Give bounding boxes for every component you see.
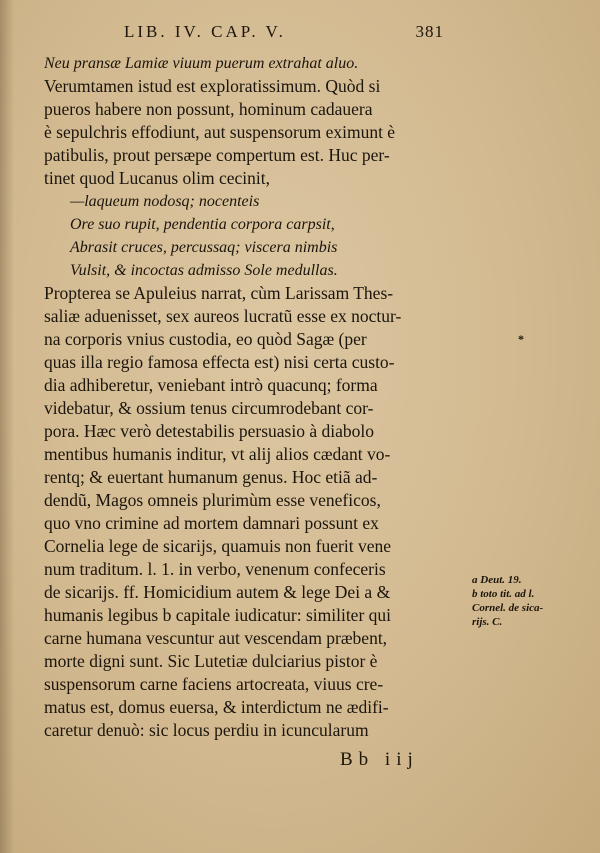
text-line: quas illa regio famosa effecta est) nisi certa custo- <box>44 352 395 372</box>
verse-line: Neu pransæ Lamiæ viuum puerum extrahat aluo. <box>44 55 359 72</box>
text-line: pora. Hæc verò detestabilis persuasio à diabolo <box>44 421 374 441</box>
text-line: humanis legibus b capitale iudicatur: similiter qui <box>44 605 392 625</box>
text-line: dendũ, Magos omneis plurimùm esse veneficos, <box>44 490 381 510</box>
text-line: videbatur, & ossium tenus circumrodebant cor- <box>44 398 374 418</box>
text-line: caretur denuò: sic locus perdiu in icuncularum <box>44 720 369 740</box>
text-line: carne humana vescuntur aut vescendam præbent, <box>44 628 388 648</box>
text-line: morte digni sunt. Sic Lutetiæ dulciarius pistor è <box>44 651 378 671</box>
signature-mark: Bb iij <box>340 749 419 770</box>
text-line: rentq; & euertant humanum genus. Hoc etiã ad- <box>44 467 378 487</box>
verse-line: Vulsit, & incoctas admisso Sole medullas. <box>70 262 338 279</box>
text-line: Propterea se Apuleius narrat, cùm Larissam Thes- <box>44 283 394 303</box>
text-line: tinet quod Lucanus olim cecinit, <box>44 168 270 188</box>
text-line: num traditum. l. 1. in verbo, venenum confeceris <box>44 559 386 579</box>
verse-line: Abrasit cruces, percussaq; viscera nimbis <box>70 239 338 256</box>
margin-note: b toto tit. ad l. <box>472 588 535 600</box>
text-line: matus est, domus euersa, & interdictum ne ædifi- <box>44 697 389 717</box>
main-text-block <box>44 52 464 742</box>
text-line: patibulis, prout persæpe compertum est. Huc per- <box>44 145 390 165</box>
text-line: de sicarijs. ff. Homicidium autem & lege Dei a & <box>44 582 391 602</box>
text-line: quo vno crimine ad mortem damnari possunt ex <box>44 513 379 533</box>
gutter-shadow <box>0 0 14 853</box>
text-line: na corporis vnius custodia, eo quòd Sagæ (per <box>44 329 367 349</box>
text-line: suspensorum carne faciens artocreata, viuus cre- <box>44 674 384 694</box>
margin-asterisk: * <box>518 332 524 346</box>
text-line: è sepulchris effodiunt, aut suspensorum eximunt è <box>44 122 396 142</box>
text-line: Verumtamen istud est exploratissimum. Quòd si <box>44 76 381 96</box>
margin-note: rijs. C. <box>472 616 503 628</box>
text-line: saliæ aduenisset, sex aureos lucratũ esse ex noctur- <box>44 306 402 326</box>
text-line: pueros habere non possunt, hominum cadauera <box>44 99 373 119</box>
text-line: dia adhiberetur, veniebant intrò quacunq; forma <box>44 375 378 395</box>
margin-notes <box>472 573 594 629</box>
text-line: Cornelia lege de sicarijs, quamuis non fuerit vene <box>44 536 391 556</box>
verse-line: Ore suo rupit, pendentia corpora carpsit, <box>70 216 335 233</box>
text-line: mentibus humanis inditur, vt alij alios cædant vo- <box>44 444 391 464</box>
running-head-title: LIB. IV. CAP. V. <box>124 22 286 41</box>
margin-note: Cornel. de sica- <box>472 602 544 614</box>
margin-note: a Deut. 19. <box>472 574 522 586</box>
verse-line: —laqueum nodosq; nocenteis <box>70 193 260 210</box>
page-number: 381 <box>415 22 444 41</box>
